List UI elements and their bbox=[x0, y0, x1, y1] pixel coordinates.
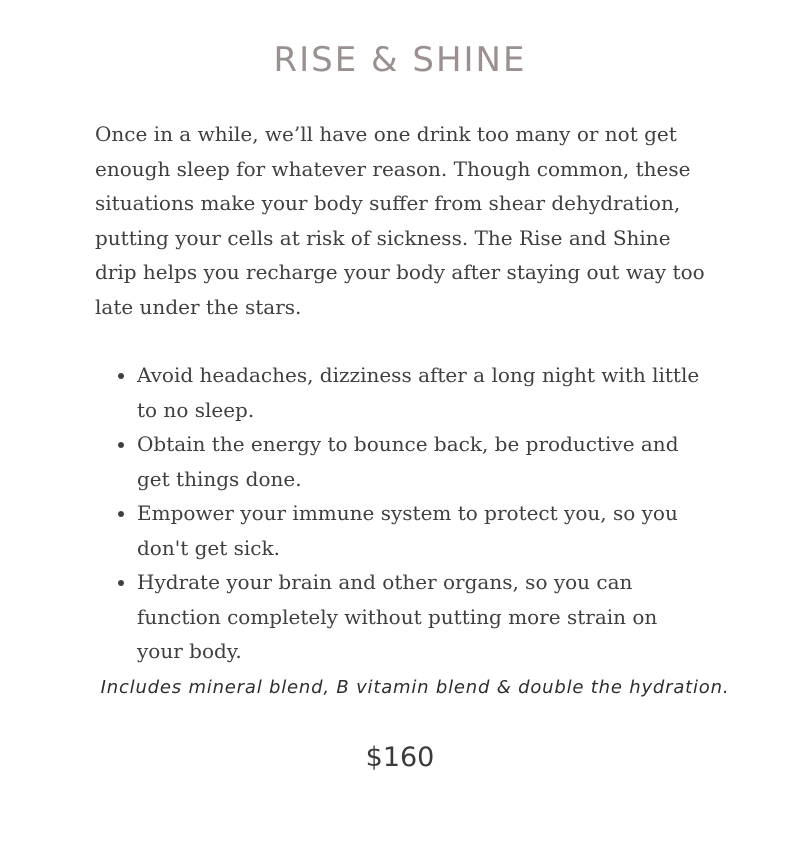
product-description: Once in a while, we’ll have one drink too many or not get enough sleep for whatever reason. Though common, these situations make your body suffer from shear dehydration, putting your cells at risk of sickness. The Rise and Shine drip helps you recharge your body after staying out way too late under the stars. bbox=[95, 122, 705, 319]
list-item: • Obtain the energy to bounce back, be productive and get things done. bbox=[137, 427, 707, 496]
list-item: • Avoid headaches, dizziness after a long night with little to no sleep. bbox=[137, 358, 707, 427]
list-item: • Hydrate your brain and other organs, so you can function completely without putting more strain on your body. bbox=[137, 565, 707, 669]
product-price: $160 bbox=[365, 742, 435, 773]
includes-note: Includes mineral blend, B vitamin blend & double the hydration. bbox=[100, 677, 730, 698]
list-item: • Empower your immune system to protect you, so you don't get sick. bbox=[137, 496, 707, 565]
benefits-list bbox=[95, 358, 707, 669]
product-title: RISE & SHINE bbox=[273, 40, 527, 80]
